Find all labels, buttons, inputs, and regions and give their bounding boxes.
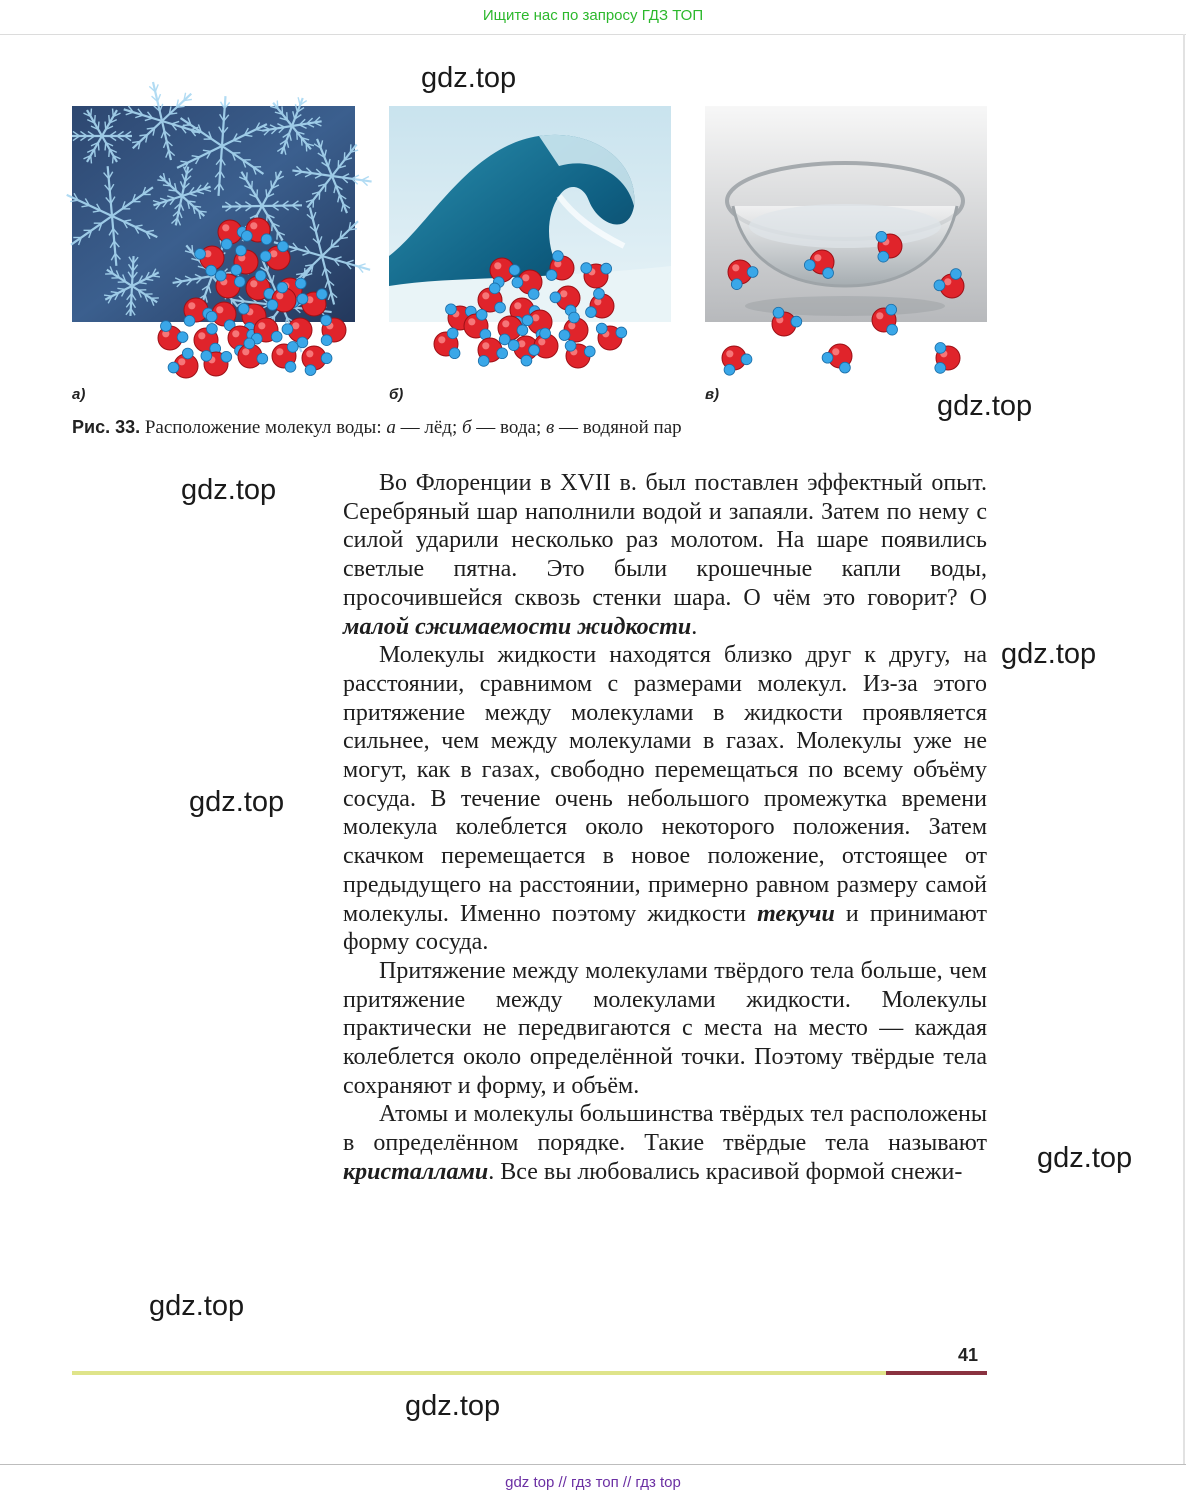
watermark: gdz.top bbox=[937, 390, 1032, 423]
water-molecule bbox=[872, 304, 897, 335]
water-molecule bbox=[822, 344, 852, 373]
term-crystals: кристаллами bbox=[343, 1159, 488, 1185]
watermark: gdz.top bbox=[149, 1290, 244, 1323]
caption-text: Расположение молекул воды: bbox=[145, 417, 382, 438]
paragraph-4-text: Атомы и молекулы большинства твёрдых тел расположены в определённом порядке. Такие твёрдые тела называют bbox=[343, 1101, 987, 1156]
caption-dash: — bbox=[476, 417, 495, 438]
water-molecule bbox=[876, 231, 902, 262]
page-number: 41 bbox=[958, 1345, 978, 1366]
paragraph-1-text: Во Флоренции в XVII в. был поставлен эффектный опыт. Серебряный шар наполнили водой и запаяли. Затем по нему с силой ударили несколько раз молотом. На шаре появились светлые пятна. Это были крошечные капли воды, просочившейся сквозь стенки шара. О чём это говорит? О bbox=[343, 470, 987, 611]
caption-number: Рис. 33. bbox=[72, 417, 140, 437]
water-molecule bbox=[722, 346, 752, 375]
figure-label-a: а) bbox=[72, 386, 85, 403]
water-molecule bbox=[272, 342, 298, 373]
watermark: gdz.top bbox=[405, 1390, 500, 1423]
paragraph-4 bbox=[343, 1100, 987, 1186]
watermark: gdz.top bbox=[189, 786, 284, 819]
caption-dash: — bbox=[401, 417, 420, 438]
water-molecule bbox=[559, 312, 588, 342]
water-molecule bbox=[434, 328, 460, 359]
water-molecule bbox=[231, 245, 258, 275]
water-molecule bbox=[215, 270, 245, 298]
term-low-compressibility: малой сжимаемости жидкости bbox=[343, 614, 691, 640]
water-molecule bbox=[550, 286, 580, 316]
water-molecule bbox=[586, 288, 614, 318]
water-molecule bbox=[201, 351, 232, 376]
water-molecule bbox=[168, 348, 198, 378]
footer-rule-green bbox=[72, 1371, 886, 1375]
paragraph-1 bbox=[343, 469, 987, 641]
body-text bbox=[343, 469, 987, 1187]
water-molecule bbox=[194, 323, 221, 354]
footer-links[interactable]: gdz top // гдз топ // гдз top bbox=[0, 1464, 1186, 1502]
water-molecule bbox=[478, 283, 505, 313]
footer-rule-red bbox=[886, 1371, 987, 1375]
watermark: gdz.top bbox=[1001, 638, 1096, 671]
term-fluid: текучи bbox=[757, 901, 835, 927]
water-molecule bbox=[321, 315, 346, 346]
watermark: gdz.top bbox=[181, 474, 276, 507]
paragraph-2 bbox=[343, 641, 987, 957]
caption-item-c: водяной пар bbox=[583, 417, 682, 438]
watermark: gdz.top bbox=[421, 62, 516, 95]
paragraph-3 bbox=[343, 957, 987, 1101]
water-molecule bbox=[596, 323, 626, 350]
water-molecules bbox=[0, 0, 1186, 420]
paragraph-2-text: Молекулы жидкости находятся близко друг к другу, на расстоянии, сравнимом с размерами молекул. Из-за этого притяжение между молекулами в жидкости проявляется сильнее, чем между молекулами в газах. Молекулы уже не могут, как в газах, свободно перемещаться по всему объёму сосуда. В течение очень небольшого промежутка времени молекула колеблется около некоторого положения. Затем скачком перемещается в новое положение, отстоящее от предыдущего на расстоянии, примерно равном размеру самой молекулы. Именно поэтому жидкости bbox=[343, 642, 987, 926]
paragraph-1-end: . bbox=[691, 614, 697, 640]
water-molecule bbox=[772, 307, 802, 336]
water-molecule bbox=[581, 263, 612, 288]
caption-item-b: вода; bbox=[500, 417, 541, 438]
water-molecule bbox=[158, 321, 188, 350]
water-molecule bbox=[565, 340, 595, 368]
water-molecule bbox=[241, 218, 272, 245]
figure-label-b: б) bbox=[389, 386, 403, 403]
paragraph-3-text: Притяжение между молекулами твёрдого тела больше, чем притяжение между молекулами жидкости. Молекулы практически не передвигаются с места на место — каждая колеблется около определённой точки. Поэтому твёрдые тела сохраняют и форму, и объём. bbox=[343, 958, 987, 1099]
water-molecule bbox=[246, 270, 275, 300]
water-molecule bbox=[728, 260, 758, 290]
caption-letter-a: а bbox=[386, 417, 396, 438]
water-molecule bbox=[260, 241, 290, 270]
water-molecule bbox=[804, 250, 834, 278]
watermark: gdz.top bbox=[1037, 1142, 1132, 1175]
water-molecule bbox=[546, 251, 574, 281]
top-banner[interactable]: Ищите нас по запросу ГДЗ ТОП bbox=[0, 0, 1186, 35]
paragraph-2-end: и принимают форму сосуда. bbox=[343, 901, 987, 956]
caption-letter-c: в bbox=[546, 417, 554, 438]
figure-caption bbox=[72, 417, 682, 439]
caption-item-a: лёд; bbox=[424, 417, 457, 438]
figure-label-c: в) bbox=[705, 386, 719, 403]
paragraph-4-end: . Все вы любовались красивой формой снежи- bbox=[488, 1159, 962, 1185]
water-molecule bbox=[935, 343, 960, 374]
caption-dash: — bbox=[559, 417, 578, 438]
caption-letter-b: б bbox=[462, 417, 472, 438]
water-molecule bbox=[302, 346, 332, 376]
water-molecule bbox=[934, 269, 964, 298]
